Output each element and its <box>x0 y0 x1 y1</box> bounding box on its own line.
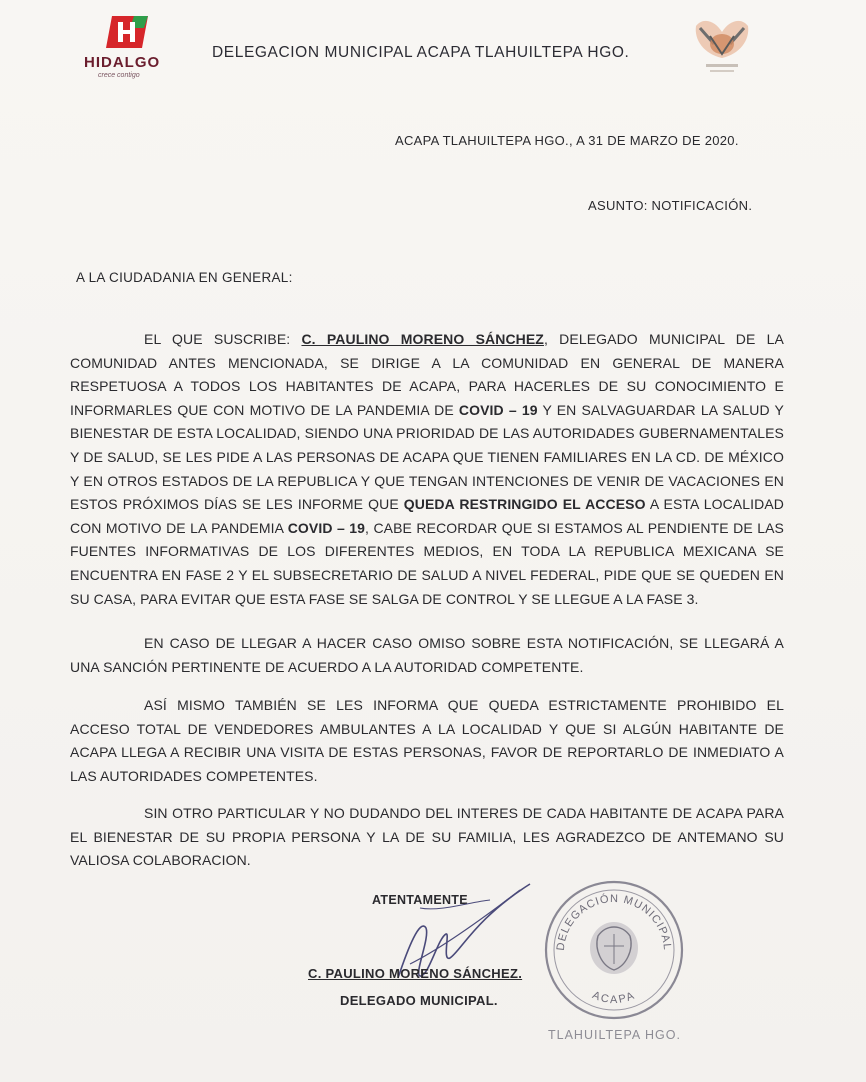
covid-label-2: COVID – 19 <box>287 519 366 536</box>
closing-text: ATENTAMENTE <box>372 893 468 907</box>
stamp-footer-text: TLAHUILTEPA HGO. <box>548 1028 681 1042</box>
logo-tagline: crece contigo <box>98 72 140 79</box>
hidalgo-logo <box>80 14 176 86</box>
delegate-name: C. PAULINO MORENO SÁNCHEZ <box>301 331 544 347</box>
subject-line: ASUNTO: NOTIFICACIÓN. <box>588 198 753 213</box>
body-paragraph-3 <box>70 694 784 788</box>
p1-text-2: , DELEGADO MUNICIPAL DE LA COMUNIDAD ANTES MENCIONADA, SE DIRIGE A LA COMUNIDAD EN GENERAL DE MANERA RESPETUOSA A TODOS LOS HABITANTES DE ACAPA, PARA HACERLES DE SU CONOCIMIENTO E INFORMARLES QUE CON MOTIVO DE LA PANDEMIA DE <box>70 331 784 418</box>
logo-word: HIDALGO <box>84 54 161 71</box>
municipal-emblem-icon <box>690 14 754 80</box>
p1-text-1: EL QUE SUSCRIBE: <box>144 331 302 347</box>
p2-text: EN CASO DE LLEGAR A HACER CASO OMISO SOBRE ESTA NOTIFICACIÓN, SE LLEGARÁ A UNA SANCIÓN PERTINENTE DE ACUERDO A LA AUTORIDAD COMPETENTE. <box>70 635 784 675</box>
official-seal <box>540 876 688 1022</box>
signer-name: C. PAULINO MORENO SÁNCHEZ. <box>308 966 523 981</box>
body-paragraph-4 <box>70 802 784 873</box>
signer-title: DELEGADO MUNICIPAL. <box>340 993 498 1008</box>
p4-text: SIN OTRO PARTICULAR Y NO DUDANDO DEL INTERES DE CADA HABITANTE DE ACAPA PARA EL BIENESTAR DE SU PROPIA PERSONA Y LA DE SU FAMILIA, LES AGRADEZCO DE ANTEMANO SU VALIOSA COLABORACION. <box>70 805 784 869</box>
p1-text-4: A ESTA LOCALIDAD CON MOTIVO DE LA PANDEMIA <box>70 496 784 536</box>
body-paragraph-1 <box>70 328 784 611</box>
salutation: A LA CIUDADANIA EN GENERAL: <box>76 270 293 285</box>
restricted-notice: QUEDA RESTRINGIDO EL ACCESO <box>403 496 646 513</box>
date-line: ACAPA TLAHUILTEPA HGO., A 31 DE MARZO DE 2020. <box>395 133 739 148</box>
covid-label-1: COVID – 19 <box>458 401 538 418</box>
body-paragraph-2 <box>70 632 784 679</box>
p1-text-5: , CABE RECORDAR QUE SI ESTAMOS AL PENDIENTE DE LAS FUENTES INFORMATIVAS DE LOS DIFERENTES MEDIOS, EN TODA LA REPUBLICA MEXICANA SE ENCUENTRA EN FASE 2 Y EL SUBSECRETARIO DE SALUD A NIVEL FEDERAL, PIDE QUE SE QUEDEN EN SU CASA, PARA EVITAR QUE ESTA FASE SE SALGA DE CONTROL Y SE LLEGUE A LA FASE 3. <box>70 519 784 607</box>
p1-text-3: Y EN SALVAGUARDAR LA SALUD Y BIENESTAR DE ESTA LOCALIDAD, SIENDO UNA PRIORIDAD DE LAS AUTORIDADES GUBERNAMENTALES Y DE SALUD, SE LES PIDE A LAS PERSONAS DE ACAPA QUE TIENEN FAMILIARES EN LA CD. DE MÉXICO Y EN OTROS ESTADOS DE LA REPUBLICA Y QUE TENGAN INTENCIONES DE VENIR DE VACACIONES EN ESTOS PRÓXIMOS DÍAS SE LES INFORME QUE <box>70 401 784 513</box>
svg-text:ACAPA: ACAPA <box>590 989 638 1007</box>
p3-text: ASÍ MISMO TAMBIÉN SE LES INFORMA QUE QUEDA ESTRICTAMENTE PROHIBIDO EL ACCESO TOTAL DE VENDEDORES AMBULANTES A LA LOCALIDAD Y QUE SI ALGÚN HABITANTE DE ACAPA LLEGA A RECIBIR UNA VISITA DE ESTAS PERSONAS, FAVOR DE REPORTARLO DE INMEDIATO A LAS AUTORIDADES COMPETENTES. <box>70 697 784 784</box>
svg-text:DELEGACIÓN MUNICIPAL: DELEGACIÓN MUNICIPAL <box>554 892 674 952</box>
header-title: DELEGACION MUNICIPAL ACAPA TLAHUILTEPA HGO. <box>212 44 630 61</box>
hidalgo-h-icon <box>104 14 150 50</box>
